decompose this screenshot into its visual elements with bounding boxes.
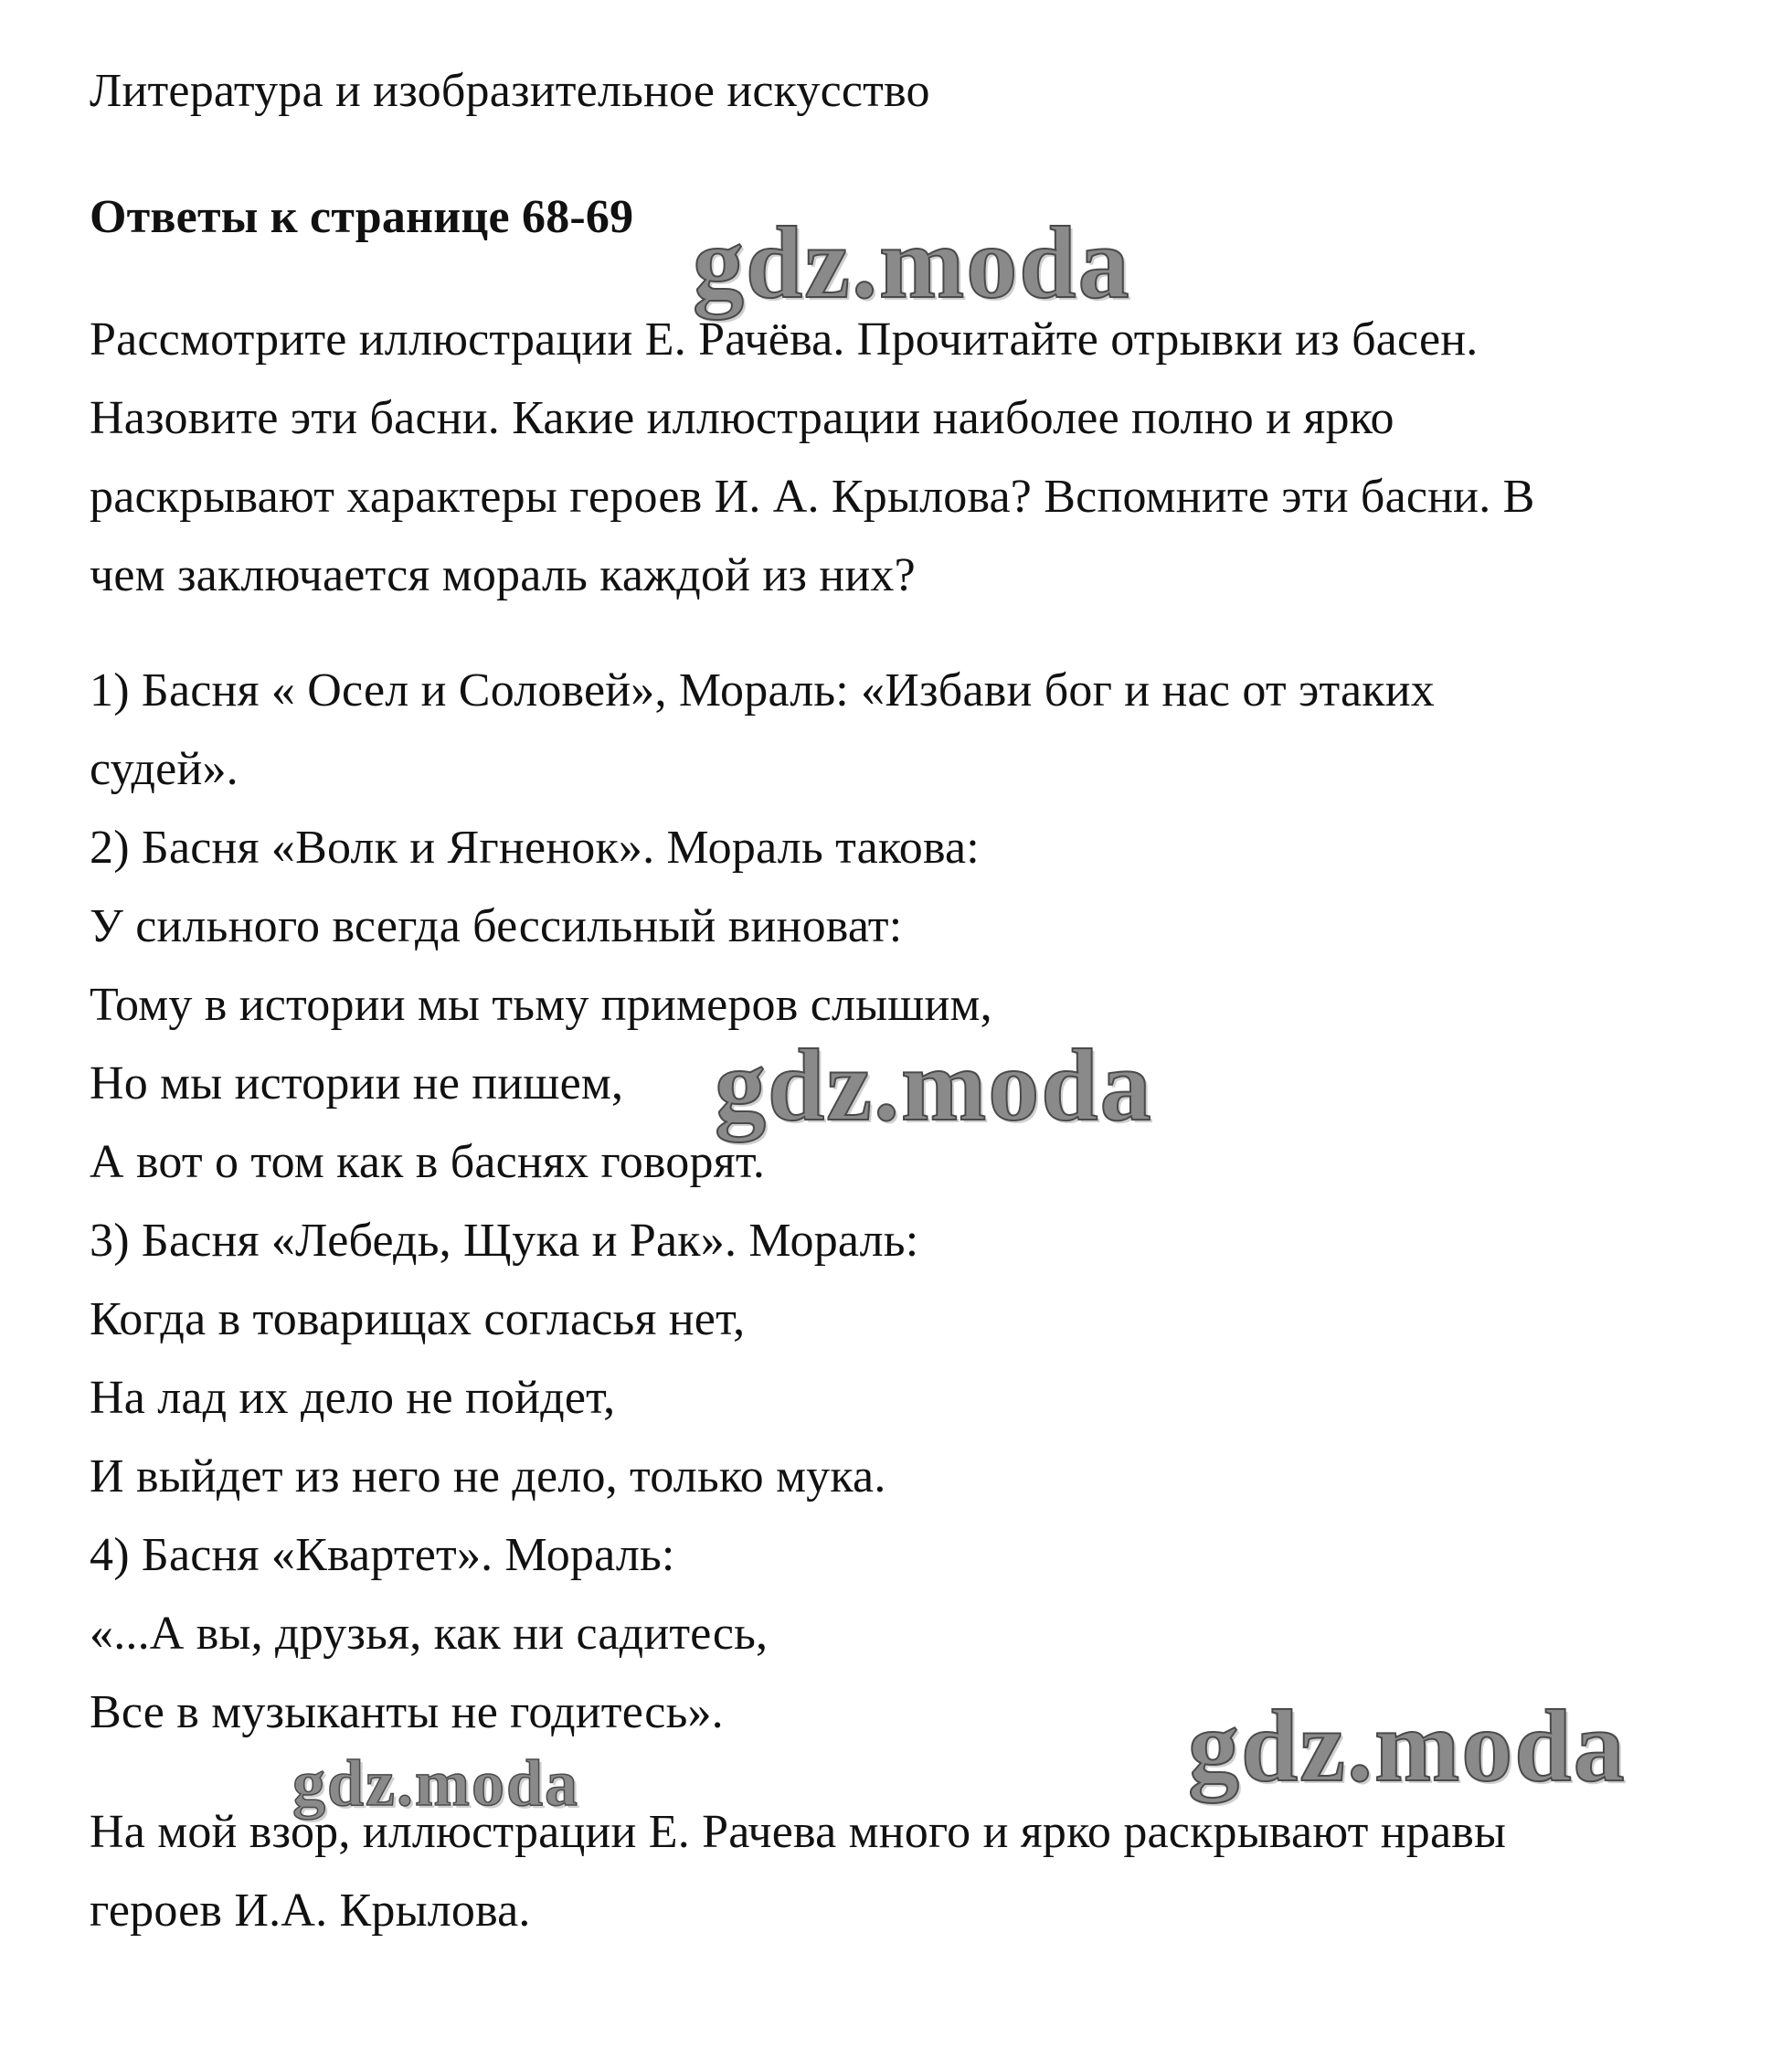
question-line: чем заключается мораль каждой из них?	[90, 549, 916, 601]
answer-line: На лад их дело не пойдет,	[90, 1372, 616, 1424]
answer-line: 1) Басня « Осел и Соловей», Мораль: «Избави бог и нас от этаких	[90, 664, 1436, 717]
section-title: Ответы к странице 68-69	[90, 191, 634, 243]
question-line: Рассмотрите иллюстрации Е. Рачёва. Прочитайте отрывки из басен.	[90, 313, 1479, 366]
answer-line: 3) Басня «Лебедь, Щука и Рак». Мораль:	[90, 1215, 919, 1267]
conclusion-line: героев И.А. Крылова.	[90, 1885, 531, 1937]
watermark: gdz.moda	[1188, 1690, 1627, 1803]
answer-line: Тому в истории мы тьму примеров слышим,	[90, 979, 992, 1031]
answer-line: А вот о том как в баснях говорят.	[90, 1136, 766, 1188]
question-line: Назовите эти басни. Какие иллюстрации наиболее полно и ярко	[90, 392, 1394, 444]
answer-line: Все в музыканты не годитесь».	[90, 1686, 724, 1738]
answer-line: И выйдет из него не дело, только мука.	[90, 1450, 886, 1503]
subject-line: Литература и изобразительное искусство	[90, 65, 930, 117]
answer-line: судей».	[90, 743, 239, 795]
answer-line: Но мы истории не пишем,	[90, 1057, 624, 1110]
watermark: gdz.moda	[693, 207, 1131, 320]
answer-line: 2) Басня «Волк и Ягненок». Мораль такова:	[90, 822, 980, 874]
answer-line: «...А вы, друзья, как ни садитесь,	[90, 1608, 769, 1660]
conclusion-line: На мой взор, иллюстрации Е. Рачева много и ярко раскрывают нравы	[90, 1806, 1507, 1858]
answer-line: Когда в товарищах согласья нет,	[90, 1293, 746, 1345]
watermark: gdz.moda	[292, 1747, 580, 1820]
answer-line: 4) Басня «Квартет». Мораль:	[90, 1529, 675, 1581]
question-line: раскрывают характеры героев И. А. Крылова? Вспомните эти басни. В	[90, 471, 1535, 523]
watermark: gdz.moda	[715, 1029, 1153, 1142]
answer-line: У сильного всегда бессильный виноват:	[90, 900, 903, 952]
